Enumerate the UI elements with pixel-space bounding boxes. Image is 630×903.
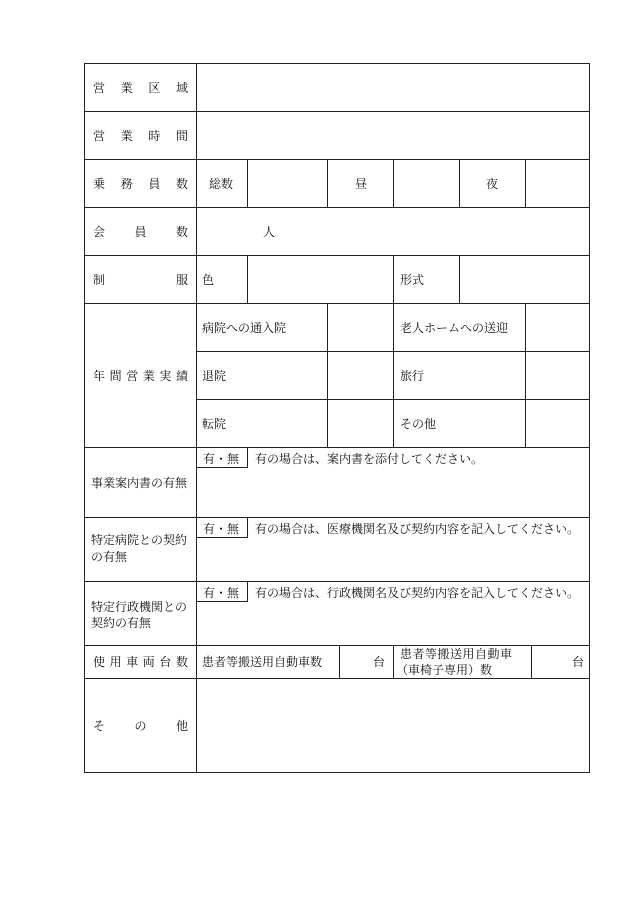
- label-char: 営: [93, 81, 106, 95]
- row-divider: [85, 255, 589, 256]
- row-divider: [85, 303, 589, 304]
- label-char: 台: [159, 655, 172, 669]
- annual-other: その他: [400, 417, 437, 431]
- label-char: 時: [148, 129, 161, 143]
- vehicles-wheelchair-2: （車椅子専用）数: [396, 663, 493, 677]
- members-unit: 人: [263, 225, 276, 239]
- vehicles-patient: 患者等搬送用自動車数: [202, 655, 323, 669]
- cell-divider: [247, 255, 248, 303]
- label-column-divider: [196, 64, 197, 772]
- label-char: 績: [175, 369, 188, 383]
- label-char: 用: [109, 655, 122, 669]
- row-divider: [85, 207, 589, 208]
- cell-divider: [339, 645, 340, 678]
- label-char: 数: [175, 225, 188, 239]
- cell-divider: [247, 159, 248, 207]
- brochure-note: 有の場合は、案内書を添付してください。: [255, 452, 484, 466]
- row-divider: [85, 581, 589, 582]
- label-char: 業: [142, 369, 155, 383]
- label-char: 営: [126, 369, 139, 383]
- gov-contract-choice: 有・無: [203, 586, 240, 600]
- gov-contract-label-1: 特定行政機関との: [91, 600, 188, 614]
- gov-contract-label-2: 契約の有無: [91, 616, 152, 630]
- cell-divider: [393, 255, 394, 303]
- label-char: 業: [120, 81, 133, 95]
- label-char: 使: [93, 655, 106, 669]
- hospital-contract-label-2: の有無: [91, 550, 128, 564]
- brochure-choice: 有・無: [203, 452, 240, 466]
- label-char: 乗: [93, 177, 106, 191]
- hours-label: [93, 129, 188, 143]
- uniform-style: 形式: [400, 273, 425, 287]
- cell-divider: [393, 645, 394, 678]
- gov-contract-note: 有の場合は、行政機関名及び契約内容を記入してください。: [255, 586, 580, 600]
- label-char: 区: [148, 81, 161, 95]
- annual-hospital: 病院への通入院: [202, 321, 287, 335]
- label-char: 務: [120, 177, 133, 191]
- label-char: 営: [93, 129, 106, 143]
- annual-transfer: 転院: [202, 417, 227, 431]
- label-char: 車: [126, 655, 139, 669]
- label-char: の: [134, 719, 147, 733]
- label-char: 他: [175, 719, 188, 733]
- label-char: 間: [109, 369, 122, 383]
- label-char: 業: [120, 129, 133, 143]
- label-char: 年: [93, 369, 106, 383]
- label-char: 数: [175, 177, 188, 191]
- row-divider: [85, 517, 589, 518]
- annual-label: [93, 369, 188, 383]
- staff-day: 昼: [355, 177, 368, 191]
- cell-divider: [459, 159, 460, 207]
- hospital-contract-note: 有の場合は、医療機関名及び契約内容を記入してください。: [255, 522, 580, 536]
- label-char: 服: [175, 273, 188, 287]
- vehicles-wheelchair-1: 患者等搬送用自動車: [400, 647, 513, 661]
- annual-travel: 旅行: [400, 369, 425, 383]
- label-char: 会: [93, 225, 106, 239]
- label-char: 域: [175, 81, 188, 95]
- staff-night: 夜: [486, 177, 499, 191]
- cell-divider: [531, 645, 532, 678]
- annual-nursing: 老人ホームへの送迎: [400, 321, 509, 335]
- row-divider: [85, 159, 589, 160]
- uniform-label: [93, 273, 188, 287]
- application-form-table: [84, 63, 590, 773]
- area-label: [93, 81, 188, 95]
- row-divider: [85, 678, 589, 679]
- label-char: 員: [148, 177, 161, 191]
- staff-total: 総数: [209, 177, 234, 191]
- vehicles-unit-2: 台: [572, 655, 585, 669]
- label-char: 両: [142, 655, 155, 669]
- label-char: 間: [175, 129, 188, 143]
- hospital-contract-choice: 有・無: [203, 522, 240, 536]
- label-char: 数: [175, 655, 188, 669]
- cell-divider: [459, 255, 460, 303]
- cell-divider: [393, 159, 394, 207]
- staff-label: [93, 177, 188, 191]
- brochure-label: 事業案内書の有無: [91, 476, 188, 490]
- members-label: [93, 225, 188, 239]
- label-char: 員: [134, 225, 147, 239]
- annual-discharge: 退院: [202, 369, 227, 383]
- label-char: 実: [159, 369, 172, 383]
- cell-divider: [393, 303, 394, 447]
- row-divider: [85, 645, 589, 646]
- hospital-contract-label-1: 特定病院との契約: [91, 533, 188, 547]
- label-char: そ: [93, 719, 106, 733]
- label-char: 制: [93, 273, 106, 287]
- vehicles-unit-1: 台: [373, 655, 386, 669]
- cell-divider: [327, 303, 328, 447]
- row-divider: [85, 111, 589, 112]
- uniform-color: 色: [202, 273, 215, 287]
- cell-divider: [327, 159, 328, 207]
- vehicles-label: [93, 655, 188, 669]
- cell-divider: [525, 159, 526, 207]
- cell-divider: [525, 303, 526, 447]
- other-label: [93, 719, 188, 733]
- row-divider: [85, 447, 589, 448]
